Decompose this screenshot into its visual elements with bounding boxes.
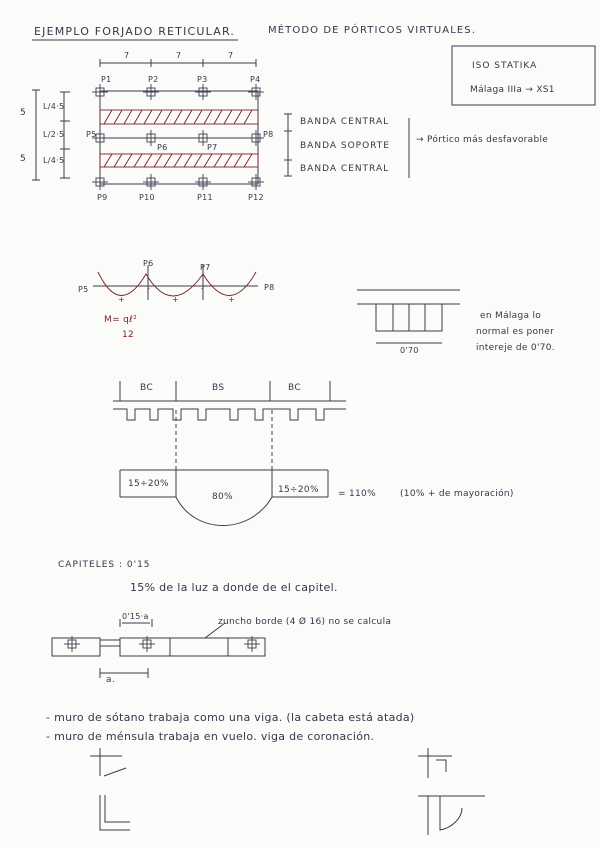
moment-formula: M= qℓ²	[104, 315, 138, 325]
page-title: EJEMPLO FORJADO RETICULAR.	[34, 25, 236, 38]
band-dim-3: L/4·5	[43, 156, 65, 165]
hatched-band-top	[100, 110, 258, 124]
span-mark-1: 7	[124, 51, 130, 60]
moment-curve	[98, 272, 256, 296]
band-dim-2: L/2·5	[43, 130, 65, 139]
capiteles-label: CAPITELES : 0'15	[58, 560, 151, 570]
label-p1: P1	[101, 75, 112, 84]
label-p4: P4	[250, 75, 261, 84]
hatched-band-bottom	[100, 154, 258, 167]
dim-left-top: 5	[20, 108, 27, 118]
pillar-p2	[143, 84, 159, 100]
pillar-p9	[92, 174, 108, 190]
band-label-soporte: BANDA SOPORTE	[300, 141, 390, 151]
pillar-p3	[195, 84, 211, 100]
page-subtitle: MÉTODO DE PÓRTICOS VIRTUALES.	[268, 25, 477, 36]
label-p10: P10	[139, 193, 155, 202]
moment-label-p7: P7	[200, 263, 211, 272]
dist-pct-right: 15÷20%	[278, 485, 319, 495]
label-p7: P7	[207, 143, 218, 152]
capiteles-text: 15% de la luz a donde de el capitel.	[130, 581, 338, 594]
capitel-dim-top: 0'15·a	[122, 612, 149, 621]
annotation-box-frame	[452, 46, 595, 105]
moment-label-p5: P5	[78, 285, 89, 294]
dist-pct-center: 80%	[212, 492, 233, 502]
wall-sketch-3	[418, 748, 452, 778]
sign-4: -	[201, 284, 205, 293]
note-1: - muro de sótano trabaja como una viga. (la cabeta está atada)	[46, 711, 415, 724]
dist-total: = 110%	[338, 489, 376, 499]
label-p9: P9	[97, 193, 108, 202]
label-p3: P3	[197, 75, 208, 84]
dist-band-bs: BS	[212, 383, 225, 393]
wall-sketch-2	[100, 795, 130, 830]
dist-band-bc-left: BC	[140, 383, 153, 393]
moment-label-p6: P6	[143, 259, 154, 268]
zuncho-note: zuncho borde (4 Ø 16) no se calcula	[218, 617, 392, 627]
sign-3: +	[172, 295, 180, 304]
section-dim: 0'70	[400, 346, 419, 355]
label-p2: P2	[148, 75, 159, 84]
pillar-p10	[143, 174, 159, 190]
label-p12: P12	[248, 193, 264, 202]
section-note-1: en Málaga lo	[480, 311, 542, 321]
section-note-2: normal es poner	[476, 327, 555, 337]
span-mark-2: 7	[176, 51, 182, 60]
conclusion-text: → Pórtico más desfavorable	[416, 135, 549, 145]
pillar-p1	[92, 84, 108, 100]
label-p8: P8	[263, 130, 274, 139]
label-p6: P6	[157, 143, 168, 152]
label-p11: P11	[197, 193, 213, 202]
dist-total-note: (10% + de mayoración)	[400, 489, 514, 499]
wall-sketch-1	[90, 748, 126, 776]
pillar-p11	[195, 174, 211, 190]
annotation-line-1: ISO STATIKA	[472, 61, 538, 71]
joist-profile	[113, 409, 346, 420]
pillar-p8	[248, 130, 264, 146]
annotation-line-2: Málaga IIIa → XS1	[470, 85, 555, 95]
band-dim-1: L/4·5	[43, 102, 65, 111]
sign-1: +	[118, 295, 126, 304]
note-2: - muro de ménsula trabaja en vuelo. viga de coronación.	[46, 730, 375, 743]
band-label-central-bottom: BANDA CENTRAL	[300, 164, 390, 174]
band-label-central-top: BANDA CENTRAL	[300, 117, 390, 127]
label-p5: P5	[86, 130, 97, 139]
capitel-dim-bottom: a.	[106, 675, 115, 685]
dist-band-bc-right: BC	[288, 383, 301, 393]
span-mark-3: 7	[228, 51, 234, 60]
sign-2: -	[147, 284, 151, 293]
pillar-p4	[248, 84, 264, 100]
pillar-p12	[248, 174, 264, 190]
dim-left-bottom: 5	[20, 154, 27, 164]
sign-5: +	[228, 295, 236, 304]
moment-label-p8: P8	[264, 283, 275, 292]
dist-pct-left: 15÷20%	[128, 479, 169, 489]
section-note-3: intereje de 0'70.	[476, 343, 555, 353]
moment-formula-den: 12	[122, 330, 135, 340]
wall-sketch-4	[418, 796, 485, 835]
